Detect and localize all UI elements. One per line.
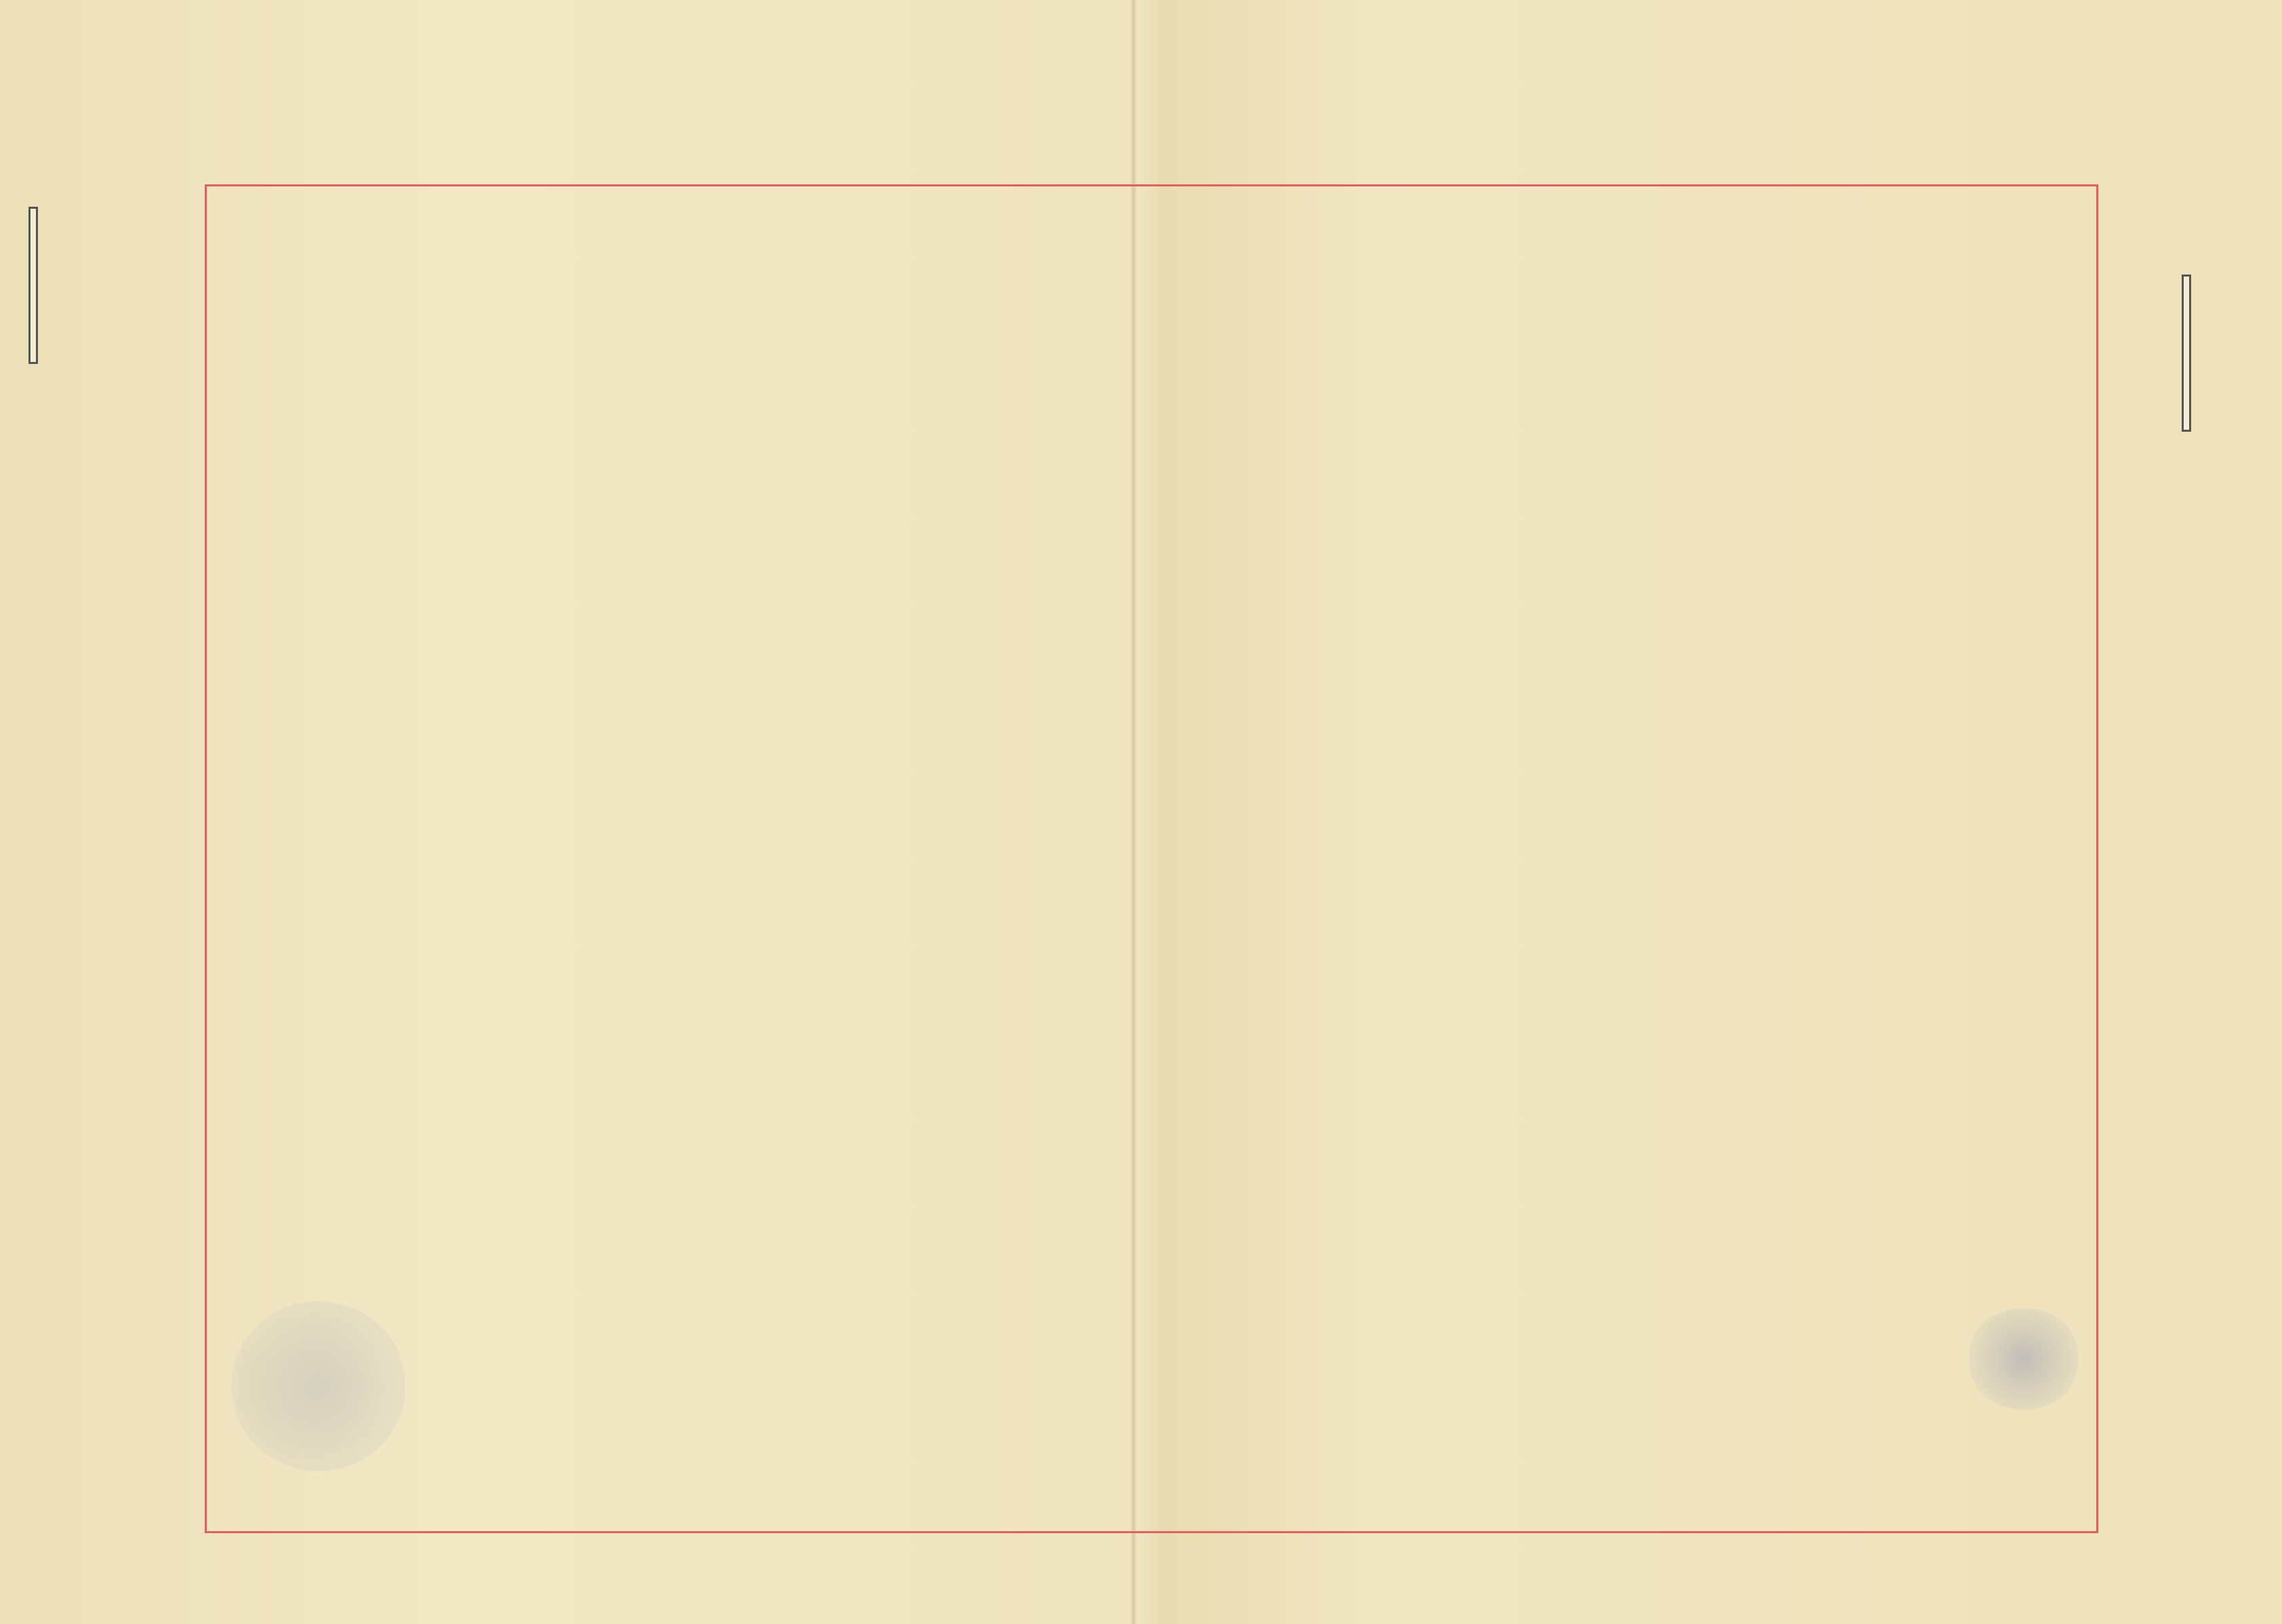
blue-seal-right [1966, 1308, 2081, 1410]
inventory-table [205, 184, 2098, 1533]
side-stamp-left [28, 207, 38, 364]
side-stamp-right [2182, 275, 2191, 432]
blue-seal-left [231, 1301, 407, 1471]
